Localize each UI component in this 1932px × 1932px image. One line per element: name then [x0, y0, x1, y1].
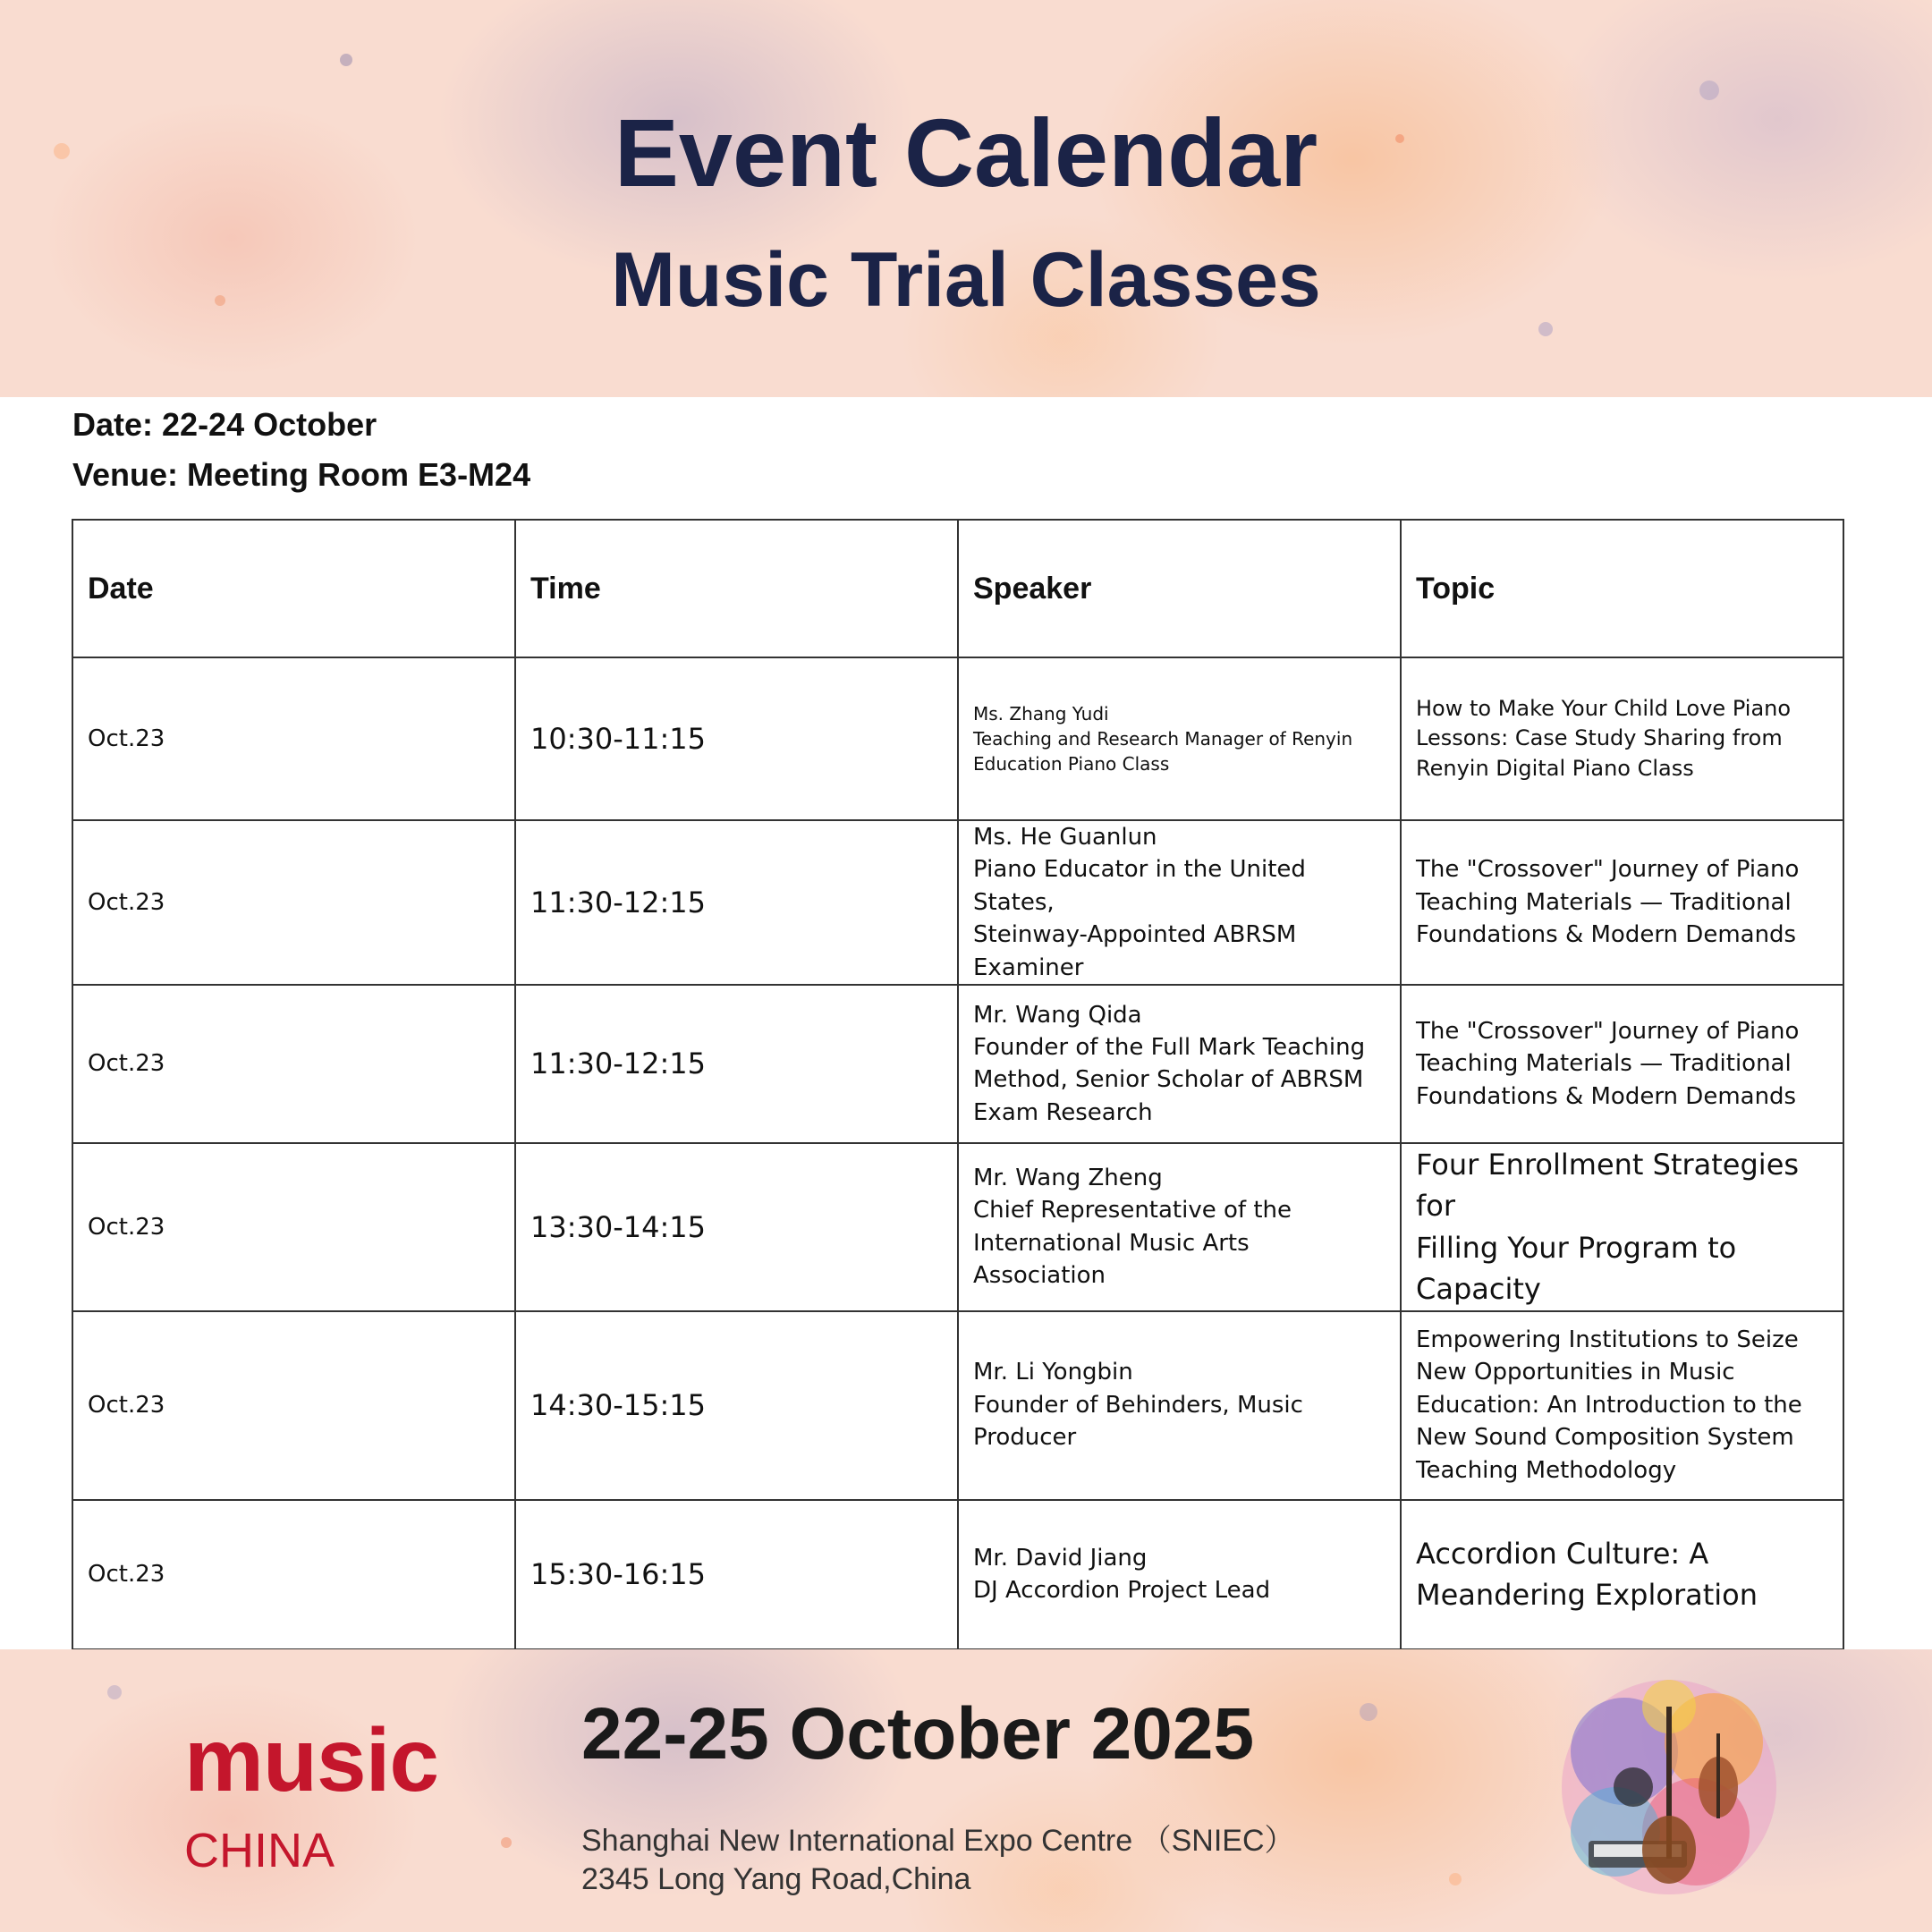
row-date: Oct.23: [72, 657, 515, 820]
speaker-line: Chief Representative of the: [973, 1197, 1292, 1224]
topic-line: Lessons: Case Study Sharing from: [1416, 725, 1783, 751]
row-time: 13:30-14:15: [515, 1143, 958, 1311]
music-china-logo: [184, 1710, 439, 1877]
table-row: [72, 657, 1843, 820]
speaker-line: Ms. Zhang Yudi: [973, 703, 1109, 724]
table-row: [72, 820, 1843, 985]
speaker-line: Piano Educator in the United States,: [973, 856, 1306, 916]
topic-line: Teaching Materials — Traditional: [1416, 1050, 1792, 1078]
topic-line: Capacity: [1416, 1272, 1541, 1307]
table-header-row: [72, 520, 1843, 657]
row-speaker: [958, 657, 1401, 820]
row-time: 15:30-16:15: [515, 1500, 958, 1649]
speaker-line: Ms. He Guanlun: [973, 824, 1157, 851]
speaker-line: Founder of Behinders, Music: [973, 1391, 1303, 1419]
topic-line: Education: An Introduction to the: [1416, 1391, 1802, 1419]
event-dates: 22-25 October 2025: [581, 1693, 1255, 1775]
header-topic: Topic: [1401, 520, 1843, 657]
speaker-line: Education Piano Class: [973, 753, 1170, 775]
logo-china-text: CHINA: [184, 1824, 335, 1877]
row-time: 11:30-12:15: [515, 985, 958, 1143]
table-row: [72, 1311, 1843, 1500]
topic-line: How to Make Your Child Love Piano: [1416, 695, 1792, 721]
schedule-table: [72, 519, 1844, 1650]
topic-line: Four Enrollment Strategies for: [1416, 1147, 1800, 1224]
topic-line: Renyin Digital Piano Class: [1416, 755, 1694, 781]
speaker-line: DJ Accordion Project Lead: [973, 1577, 1271, 1605]
header-speaker: Speaker: [958, 520, 1401, 657]
row-speaker: [958, 820, 1401, 985]
event-venue-info: Venue: Meeting Room E3-M24: [72, 456, 531, 493]
row-topic: [1401, 985, 1843, 1143]
row-time: 10:30-11:15: [515, 657, 958, 820]
row-topic: [1401, 657, 1843, 820]
topic-line: Accordion Culture: A: [1416, 1536, 1709, 1571]
row-date: Oct.23: [72, 985, 515, 1143]
speaker-line: Producer: [973, 1424, 1077, 1452]
speaker-line: Founder of the Full Mark Teaching: [973, 1034, 1366, 1062]
row-date: Oct.23: [72, 1500, 515, 1649]
row-date: Oct.23: [72, 820, 515, 985]
speaker-line: Steinway-Appointed ABRSM: [973, 921, 1297, 949]
header-time: Time: [515, 520, 958, 657]
row-speaker: [958, 1500, 1401, 1649]
row-topic: [1401, 1143, 1843, 1311]
speaker-line: Mr. Wang Qida: [973, 1001, 1142, 1029]
speaker-line: Mr. David Jiang: [973, 1544, 1148, 1572]
topic-line: Teaching Methodology: [1416, 1456, 1677, 1484]
topic-line: Teaching Materials — Traditional: [1416, 888, 1792, 916]
event-date-info: Date: 22-24 October: [72, 406, 377, 443]
topic-line: New Opportunities in Music: [1416, 1359, 1735, 1386]
logo-music-text: music: [184, 1710, 439, 1810]
page-title: Event Calendar: [614, 98, 1318, 207]
row-topic: [1401, 1311, 1843, 1500]
row-speaker: [958, 985, 1401, 1143]
topic-line: Foundations & Modern Demands: [1416, 1082, 1797, 1110]
table-row: [72, 1500, 1843, 1649]
speaker-line: Method, Senior Scholar of ABRSM: [973, 1066, 1364, 1094]
speaker-line: Mr. Wang Zheng: [973, 1164, 1163, 1191]
row-time: 14:30-15:15: [515, 1311, 958, 1500]
table-row: [72, 985, 1843, 1143]
topic-line: Empowering Institutions to Seize: [1416, 1326, 1799, 1354]
topic-line: Meandering Exploration: [1416, 1578, 1758, 1613]
speaker-line: Examiner: [973, 953, 1084, 981]
topic-line: Foundations & Modern Demands: [1416, 921, 1797, 949]
topic-line: The "Crossover" Journey of Piano: [1416, 1017, 1800, 1045]
venue-address: 2345 Long Yang Road,China: [581, 1862, 971, 1896]
speaker-line: International Music Arts Association: [973, 1229, 1250, 1290]
row-topic: [1401, 1500, 1843, 1649]
header-date: Date: [72, 520, 515, 657]
row-time: 11:30-12:15: [515, 820, 958, 985]
venue-name: Shanghai New International Expo Centre （SNIEC）: [581, 1824, 1295, 1858]
row-topic: [1401, 820, 1843, 985]
row-speaker: [958, 1311, 1401, 1500]
row-date: Oct.23: [72, 1311, 515, 1500]
speaker-line: Teaching and Research Manager of Renyin: [973, 728, 1353, 750]
row-date: Oct.23: [72, 1143, 515, 1311]
topic-line: Filling Your Program to: [1416, 1230, 1737, 1265]
speaker-line: Mr. Li Yongbin: [973, 1359, 1133, 1386]
music-instruments-splash-icon: [1535, 1653, 1803, 1927]
row-speaker: [958, 1143, 1401, 1311]
speaker-line: Exam Research: [973, 1098, 1153, 1126]
topic-line: New Sound Composition System: [1416, 1424, 1794, 1452]
page-subtitle: Music Trial Classes: [611, 237, 1321, 323]
topic-line: The "Crossover" Journey of Piano: [1416, 856, 1800, 884]
table-row: [72, 1143, 1843, 1311]
